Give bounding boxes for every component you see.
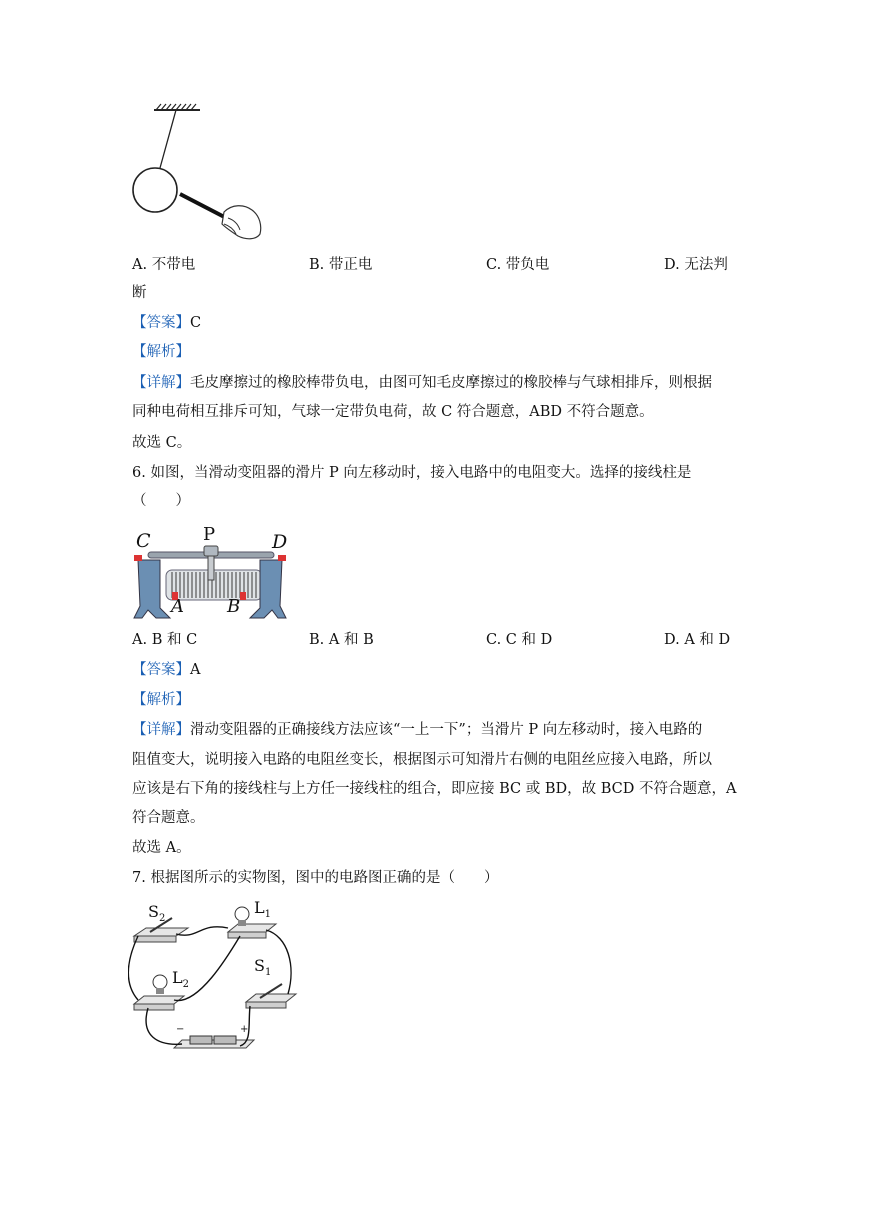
answer-value: A [190,662,201,678]
battery-minus-label: − [176,1024,185,1035]
balloon-rod-figure [128,100,268,245]
label-sub: 2 [158,913,166,925]
q5-option-c: C. 带负电 [486,257,550,273]
q6-option-a: A. B 和 C [132,632,198,648]
label-main: L [172,968,183,987]
bulb-l1-label [254,898,271,920]
terminal-d-label: D [272,531,288,553]
q6-analysis-tag: 【解析】 [132,692,190,708]
q5-answer [132,313,201,333]
q6-detail-line4: 符合题意。 [132,810,205,826]
bulb-l2-label [172,968,189,990]
q5-option-a: A. 不带电 [132,257,196,273]
switch-s1-label [254,956,271,978]
q5-analysis-tag: 【解析】 [132,344,190,360]
detail-tag: 【详解】 [132,375,190,391]
label-main: S [254,956,265,975]
q7-stem: 7. 根据图所示的实物图，图中的电路图正确的是（ ） [132,870,499,886]
q5-detail-line1 [132,373,712,393]
label-main: L [254,898,265,917]
answer-value: C [190,315,202,331]
q5-conclusion: 故选 C。 [132,435,192,451]
detail-tag: 【详解】 [132,722,190,738]
detail-text: 毛皮摩擦过的橡胶棒带负电，由图可知毛皮摩擦过的橡胶棒与气球相排斥，则根据 [190,375,712,391]
switch-s2-label [148,902,165,924]
answer-tag: 【答案】 [132,662,190,678]
terminal-c-label: C [136,530,151,552]
q5-option-b: B. 带正电 [309,257,373,273]
battery-plus-label: + [240,1024,249,1035]
q5-option-wrap: 断 [132,285,147,301]
q6-detail-line1 [132,720,702,740]
label-sub: 2 [182,979,189,991]
q6-stem-line2: （ ） [132,493,190,509]
label-sub: 1 [264,909,271,921]
q6-conclusion: 故选 A。 [132,840,191,856]
q6-stem-line1: 6. 如图，当滑动变阻器的滑片 P 向左移动时，接入电路中的电阻变大。选择的接线柱是 [132,465,692,481]
answer-tag: 【答案】 [132,315,190,331]
terminal-b-label: B [227,596,241,617]
q5-detail-line2: 同种电荷相互排斥可知，气球一定带负电荷，故 C 符合题意，ABD 不符合题意。 [132,404,654,420]
physical-circuit-figure [128,896,300,1060]
label-sub: 1 [264,967,272,979]
q6-option-b: B. A 和 B [309,632,374,648]
q6-option-d: D. A 和 D [664,632,731,648]
q6-detail-line2: 阻值变大，说明接入电路的电阻丝变长，根据图示可知滑片右侧的电阻丝应接入电路，所以 [132,752,712,768]
terminal-a-label: A [171,596,184,617]
slider-p-label: P [203,524,216,545]
label-main: S [148,902,159,921]
rheostat-figure [130,522,290,622]
q6-answer [132,660,200,680]
detail-text: 滑动变阻器的正确接线方法应该“一上一下”；当滑片 P 向左移动时，接入电路的 [190,722,703,738]
q6-detail-line3: 应该是右下角的接线柱与上方任一接线柱的组合，即应接 BC 或 BD，故 BCD 不符合题意，A [132,781,737,797]
q6-option-c: C. C 和 D [486,632,553,648]
q5-option-d: D. 无法判 [664,257,728,273]
